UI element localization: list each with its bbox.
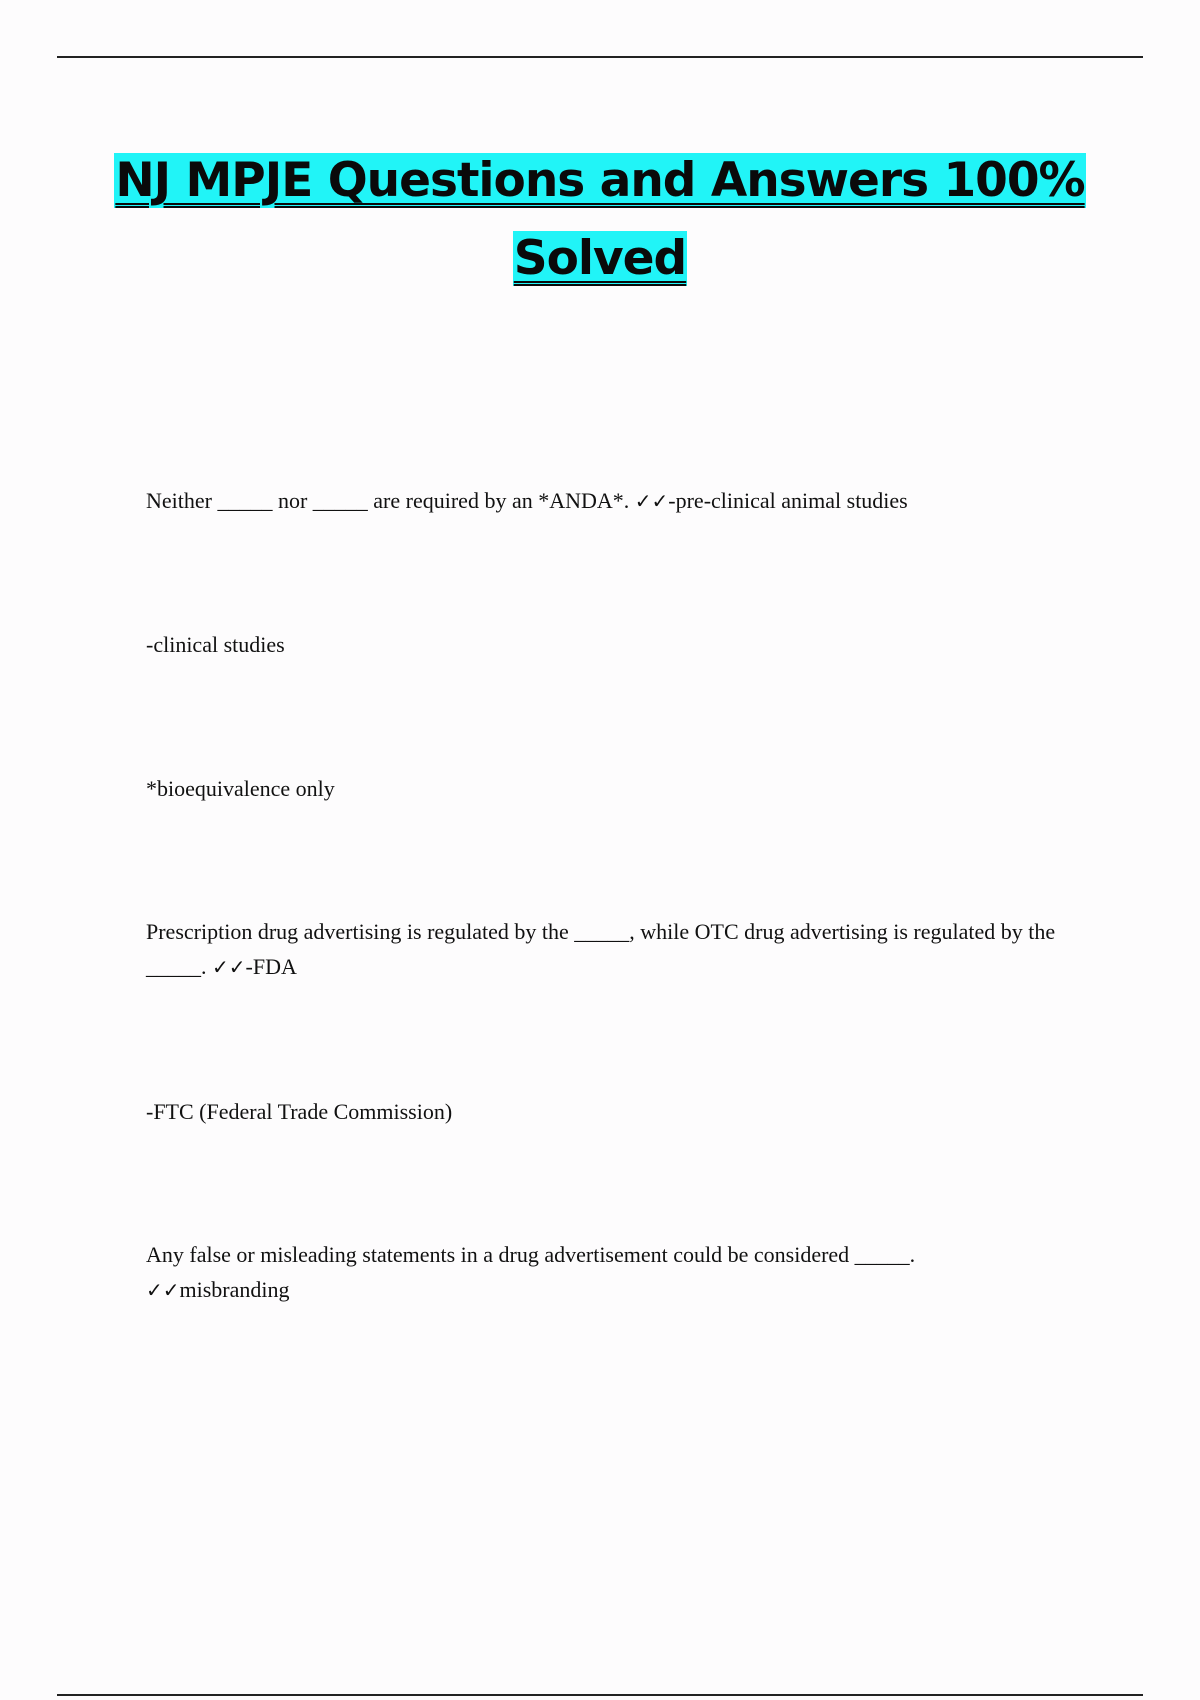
answer-line-clinical-studies — [146, 627, 1086, 662]
double-check-icon: ✓✓ — [146, 1278, 180, 1302]
answer-text: misbranding — [179, 1277, 290, 1302]
answer-text: -FTC (Federal Trade Commission) — [146, 1099, 453, 1124]
answer-text: -pre-clinical animal studies — [668, 488, 908, 513]
footer-rule — [57, 1694, 1143, 1696]
title-line-1: NJ MPJE Questions and Answers 100% — [115, 153, 1085, 208]
answer-line-ftc — [146, 1094, 1086, 1129]
document-title — [57, 142, 1143, 298]
question-advertising-regulation — [146, 914, 1086, 985]
question-misleading-statements — [146, 1237, 1086, 1308]
question-anda — [146, 483, 1086, 519]
question-text: Neither _____ nor _____ are required by an *ANDA*. — [146, 488, 635, 513]
answer-text: -FDA — [245, 954, 297, 979]
double-check-icon: ✓✓ — [212, 955, 246, 979]
answer-text: -clinical studies — [146, 632, 285, 657]
question-text: Any false or misleading statements in a drug advertisement could be considered _____. — [146, 1242, 916, 1267]
question-text: Prescription drug advertising is regulated by the _____, while OTC drug advertising is regulated by the _____. — [146, 919, 1056, 979]
header-rule — [57, 56, 1143, 58]
double-check-icon: ✓✓ — [634, 489, 669, 513]
answer-text: *bioequivalence only — [146, 776, 335, 801]
title-line-2: Solved — [513, 231, 687, 286]
answer-line-bioequivalence — [146, 771, 1086, 806]
